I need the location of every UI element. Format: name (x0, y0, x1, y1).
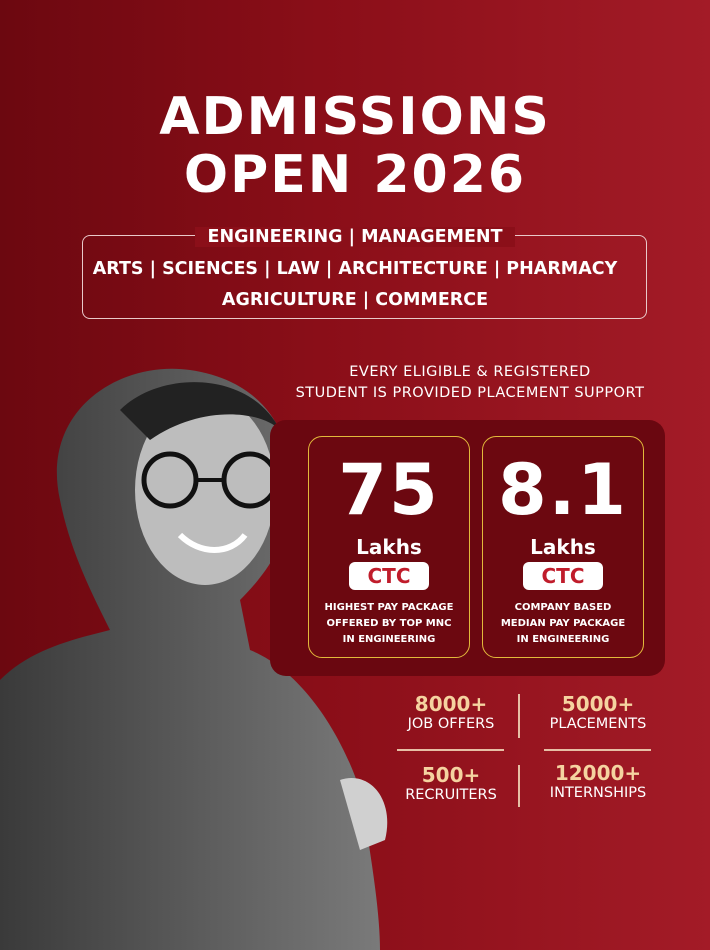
stat-value: 5000+ (561, 692, 635, 716)
card-value: 75 (338, 449, 440, 531)
highest-package-card (308, 436, 470, 658)
stat-label: RECRUITERS (405, 787, 497, 803)
courses-line3: AGRICULTURE | COMMERCE (221, 290, 489, 310)
courses-line1 (0, 227, 710, 247)
stat-value: 8000+ (414, 692, 488, 716)
desc-line: HIGHEST PAY PACKAGE (324, 602, 454, 613)
stat-value: 12000+ (554, 761, 642, 785)
stat-label: JOB OFFERS (407, 716, 495, 732)
desc-line: IN ENGINEERING (516, 634, 610, 645)
stat-job-offers (386, 692, 516, 732)
support-line2: STUDENT IS PROVIDED PLACEMENT SUPPORT (295, 385, 645, 401)
desc-line: MEDIAN PAY PACKAGE (500, 618, 626, 629)
stat-recruiters (386, 763, 516, 803)
card-unit: Lakhs (356, 535, 422, 559)
headline-line1: ADMISSIONS (159, 87, 551, 147)
stat-internships (533, 761, 663, 801)
card-description (309, 600, 469, 648)
divider (397, 749, 504, 751)
desc-line: IN ENGINEERING (342, 634, 436, 645)
placement-support-text (280, 362, 660, 404)
ctc-badge: CTC (349, 562, 429, 590)
headline-line2: OPEN 2026 (183, 145, 527, 205)
stat-label: INTERNSHIPS (549, 785, 647, 801)
card-value: 8.1 (497, 449, 628, 531)
median-package-card (482, 436, 644, 658)
card-unit: Lakhs (530, 535, 596, 559)
divider (544, 749, 651, 751)
desc-line: COMPANY BASED (514, 602, 612, 613)
headline (0, 88, 710, 204)
divider (518, 694, 520, 738)
stat-label: PLACEMENTS (549, 716, 647, 732)
stat-placements (533, 692, 663, 732)
divider (518, 765, 520, 807)
stat-value: 500+ (421, 763, 481, 787)
courses-line2: ARTS | SCIENCES | LAW | ARCHITECTURE | PHARMACY (92, 259, 618, 279)
desc-line: OFFERED BY TOP MNC (326, 618, 452, 629)
card-description (483, 600, 643, 648)
ctc-badge: CTC (523, 562, 603, 590)
support-line1: EVERY ELIGIBLE & REGISTERED (349, 364, 591, 380)
courses-line1-text: ENGINEERING | MANAGEMENT (195, 227, 514, 247)
